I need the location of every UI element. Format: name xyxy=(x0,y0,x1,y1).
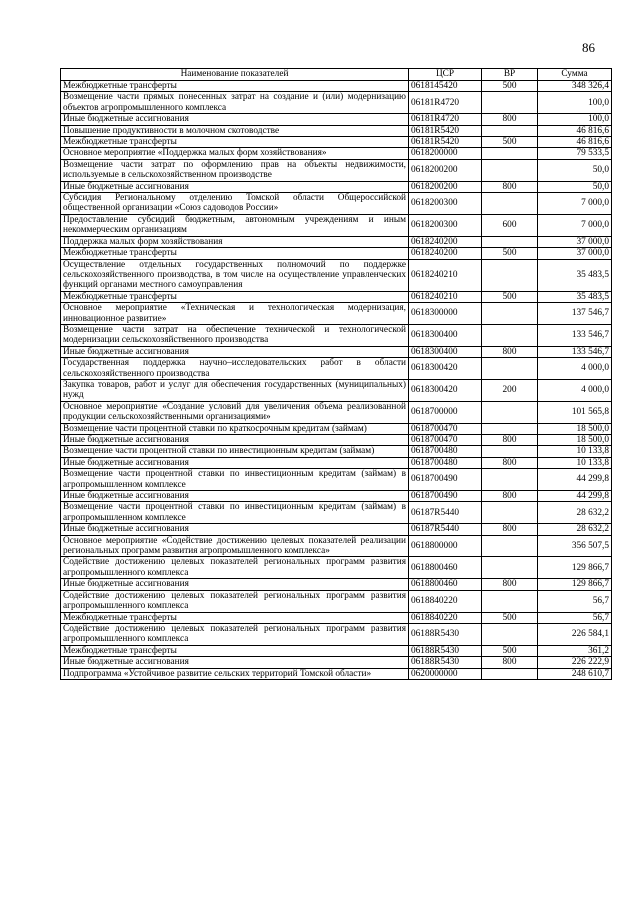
table-row xyxy=(61,291,612,302)
cell-sum: 18 500,0 xyxy=(538,435,612,446)
cell-csr: 0618300000 xyxy=(409,303,482,325)
cell-vr xyxy=(482,324,538,346)
cell-name: Иные бюджетные ассигнования xyxy=(61,435,409,446)
table-row xyxy=(61,236,612,247)
cell-sum: 44 299,8 xyxy=(538,469,612,491)
cell-csr: 0618300420 xyxy=(409,358,482,380)
cell-sum: 7 000,0 xyxy=(538,193,612,215)
cell-csr: 0618840220 xyxy=(409,590,482,612)
table-row xyxy=(61,193,612,215)
table-row xyxy=(61,491,612,502)
cell-vr: 800 xyxy=(482,435,538,446)
cell-csr: 0618700480 xyxy=(409,446,482,457)
cell-name: Закупка товаров, работ и услуг для обеспечения государственных (муниципальных) нужд xyxy=(61,379,409,401)
cell-name: Межбюджетные трансферты xyxy=(61,645,409,656)
cell-vr: 600 xyxy=(482,214,538,236)
cell-sum: 46 816,6 xyxy=(538,125,612,136)
cell-sum: 35 483,5 xyxy=(538,259,612,291)
cell-vr: 800 xyxy=(482,657,538,668)
cell-sum: 7 000,0 xyxy=(538,214,612,236)
cell-sum: 129 866,7 xyxy=(538,579,612,590)
cell-name: Содействие достижению целевых показателей региональных программ развития агропромышленного комплекса xyxy=(61,590,409,612)
table-row xyxy=(61,346,612,357)
table-row xyxy=(61,645,612,656)
cell-vr xyxy=(482,193,538,215)
table-row xyxy=(61,214,612,236)
cell-vr: 800 xyxy=(482,114,538,125)
cell-vr: 800 xyxy=(482,579,538,590)
cell-csr: 0618300400 xyxy=(409,346,482,357)
cell-vr: 500 xyxy=(482,248,538,259)
cell-csr: 06181R5420 xyxy=(409,125,482,136)
table-row xyxy=(61,623,612,645)
table-row xyxy=(61,457,612,468)
cell-name: Основное мероприятие «Содействие достижению целевых показателей реализации региональных программ развития агропромышленного комплекса» xyxy=(61,535,409,557)
cell-csr: 06188R5430 xyxy=(409,645,482,656)
cell-csr: 06187R5440 xyxy=(409,502,482,524)
cell-vr xyxy=(482,590,538,612)
cell-name: Возмещение части процентной ставки по инвестиционным кредитам (займам) в агропромышленном комплексе xyxy=(61,469,409,491)
cell-csr: 0618200200 xyxy=(409,159,482,181)
cell-csr: 06188R5430 xyxy=(409,623,482,645)
cell-sum: 10 133,8 xyxy=(538,446,612,457)
cell-vr xyxy=(482,668,538,679)
cell-name: Возмещение части процентной ставки по инвестиционным кредитам (займам) xyxy=(61,446,409,457)
cell-sum: 28 632,2 xyxy=(538,502,612,524)
cell-csr: 0618200300 xyxy=(409,214,482,236)
cell-sum: 226 222,9 xyxy=(538,657,612,668)
table-row xyxy=(61,324,612,346)
cell-sum: 46 816,6 xyxy=(538,137,612,148)
cell-sum: 37 000,0 xyxy=(538,236,612,247)
cell-csr: 0618700000 xyxy=(409,401,482,423)
table-row xyxy=(61,125,612,136)
cell-csr: 06181R5420 xyxy=(409,137,482,148)
cell-sum: 133 546,7 xyxy=(538,324,612,346)
cell-csr: 0618700480 xyxy=(409,457,482,468)
cell-vr: 500 xyxy=(482,291,538,302)
cell-name: Осуществление отдельных государственных полномочий по поддержке сельскохозяйственного производства, в том числе на осуществление управленческих функций органами местного самоуправления xyxy=(61,259,409,291)
cell-sum: 356 507,5 xyxy=(538,535,612,557)
cell-vr: 800 xyxy=(482,524,538,535)
cell-name: Межбюджетные трансферты xyxy=(61,291,409,302)
cell-vr xyxy=(482,423,538,434)
table-row xyxy=(61,92,612,114)
cell-csr: 0618145420 xyxy=(409,81,482,92)
cell-name: Повышение продуктивности в молочном скотоводстве xyxy=(61,125,409,136)
cell-vr xyxy=(482,159,538,181)
table-row xyxy=(61,612,612,623)
table-row xyxy=(61,469,612,491)
cell-sum: 4 000,0 xyxy=(538,358,612,380)
cell-vr xyxy=(482,502,538,524)
cell-sum: 348 326,4 xyxy=(538,81,612,92)
cell-sum: 28 632,2 xyxy=(538,524,612,535)
header-vr: ВР xyxy=(482,69,538,81)
cell-sum: 50,0 xyxy=(538,159,612,181)
cell-name: Возмещение части процентной ставки по инвестиционным кредитам (займам) в агропромышленном комплексе xyxy=(61,502,409,524)
cell-sum: 226 584,1 xyxy=(538,623,612,645)
cell-csr: 0618200300 xyxy=(409,193,482,215)
cell-sum: 10 133,8 xyxy=(538,457,612,468)
cell-vr xyxy=(482,358,538,380)
table-row xyxy=(61,114,612,125)
cell-name: Содействие достижению целевых показателей региональных программ развития агропромышленного комплекса xyxy=(61,623,409,645)
header-sum: Сумма xyxy=(538,69,612,81)
cell-name: Иные бюджетные ассигнования xyxy=(61,524,409,535)
table-row xyxy=(61,435,612,446)
cell-vr: 800 xyxy=(482,457,538,468)
cell-sum: 50,0 xyxy=(538,181,612,192)
table-row xyxy=(61,358,612,380)
cell-csr: 0618700490 xyxy=(409,491,482,502)
cell-vr: 500 xyxy=(482,645,538,656)
cell-vr xyxy=(482,401,538,423)
cell-vr xyxy=(482,125,538,136)
cell-name: Иные бюджетные ассигнования xyxy=(61,657,409,668)
cell-csr: 0618700490 xyxy=(409,469,482,491)
cell-csr: 0618700470 xyxy=(409,435,482,446)
cell-csr: 0618800460 xyxy=(409,557,482,579)
table-row xyxy=(61,524,612,535)
cell-sum: 35 483,5 xyxy=(538,291,612,302)
cell-name: Государственная поддержка научно–исследовательских работ в области сельскохозяйственного производства xyxy=(61,358,409,380)
cell-csr: 06181R4720 xyxy=(409,114,482,125)
cell-name: Основное мероприятие «Поддержка малых форм хозяйствования» xyxy=(61,148,409,159)
cell-vr: 500 xyxy=(482,137,538,148)
cell-name: Предоставление субсидий бюджетным, автономным учреждениям и иным некоммерческим организациям xyxy=(61,214,409,236)
cell-name: Иные бюджетные ассигнования xyxy=(61,579,409,590)
cell-sum: 79 533,5 xyxy=(538,148,612,159)
header-name: Наименование показателей xyxy=(61,69,409,81)
cell-name: Основное мероприятие «Создание условий для увеличения объема реализованной продукции сельскохозяйственными организациями» xyxy=(61,401,409,423)
cell-name: Иные бюджетные ассигнования xyxy=(61,346,409,357)
table-row xyxy=(61,657,612,668)
budget-table xyxy=(60,68,612,680)
cell-name: Основное мероприятие «Техническая и технологическая модернизация, инновационное развитие» xyxy=(61,303,409,325)
cell-name: Поддержка малых форм хозяйствования xyxy=(61,236,409,247)
cell-name: Иные бюджетные ассигнования xyxy=(61,491,409,502)
cell-vr xyxy=(482,623,538,645)
table-row xyxy=(61,248,612,259)
cell-csr: 06188R5430 xyxy=(409,657,482,668)
table-row xyxy=(61,423,612,434)
cell-name: Иные бюджетные ассигнования xyxy=(61,114,409,125)
cell-csr: 0618200200 xyxy=(409,181,482,192)
table-row xyxy=(61,303,612,325)
cell-name: Межбюджетные трансферты xyxy=(61,612,409,623)
cell-vr xyxy=(482,469,538,491)
cell-sum: 101 565,8 xyxy=(538,401,612,423)
table-row xyxy=(61,446,612,457)
table-row xyxy=(61,259,612,291)
cell-sum: 100,0 xyxy=(538,92,612,114)
cell-sum: 44 299,8 xyxy=(538,491,612,502)
cell-csr: 0618200000 xyxy=(409,148,482,159)
table-row xyxy=(61,579,612,590)
cell-sum: 100,0 xyxy=(538,114,612,125)
cell-sum: 37 000,0 xyxy=(538,248,612,259)
cell-vr xyxy=(482,303,538,325)
table-row xyxy=(61,401,612,423)
cell-csr: 0618240210 xyxy=(409,291,482,302)
table-row xyxy=(61,557,612,579)
table-row xyxy=(61,159,612,181)
cell-vr xyxy=(482,557,538,579)
table-row xyxy=(61,137,612,148)
cell-sum: 56,7 xyxy=(538,590,612,612)
cell-csr: 0618300420 xyxy=(409,379,482,401)
cell-vr: 800 xyxy=(482,491,538,502)
cell-vr: 800 xyxy=(482,346,538,357)
cell-name: Подпрограмма «Устойчивое развитие сельских территорий Томской области» xyxy=(61,668,409,679)
table-row xyxy=(61,181,612,192)
cell-vr xyxy=(482,148,538,159)
cell-name: Возмещение части затрат на обеспечение технической и технологической модернизации сельскохозяйственного производства xyxy=(61,324,409,346)
cell-csr: 0618800000 xyxy=(409,535,482,557)
cell-sum: 56,7 xyxy=(538,612,612,623)
cell-sum: 133 546,7 xyxy=(538,346,612,357)
cell-name: Возмещение части затрат по оформлению прав на объекты недвижимости, используемые в сельскохозяйственном производстве xyxy=(61,159,409,181)
table-header-row xyxy=(61,69,612,81)
cell-name: Иные бюджетные ассигнования xyxy=(61,181,409,192)
cell-vr xyxy=(482,446,538,457)
table-row xyxy=(61,502,612,524)
page-number: 86 xyxy=(582,40,595,55)
cell-sum: 137 546,7 xyxy=(538,303,612,325)
cell-sum: 248 610,7 xyxy=(538,668,612,679)
cell-vr: 200 xyxy=(482,379,538,401)
cell-csr: 06187R5440 xyxy=(409,524,482,535)
cell-csr: 06181R4720 xyxy=(409,92,482,114)
cell-name: Возмещение части прямых понесенных затрат на создание и (или) модернизацию объектов агропромышленного комплекса xyxy=(61,92,409,114)
cell-csr: 0620000000 xyxy=(409,668,482,679)
cell-sum: 4 000,0 xyxy=(538,379,612,401)
cell-csr: 0618800460 xyxy=(409,579,482,590)
cell-name: Содействие достижению целевых показателей региональных программ развития агропромышленного комплекса xyxy=(61,557,409,579)
cell-name: Субсидия Региональному отделению Томской области Общероссийской общественной организации «Союз садоводов России» xyxy=(61,193,409,215)
table-row xyxy=(61,668,612,679)
cell-sum: 361,2 xyxy=(538,645,612,656)
table-row xyxy=(61,535,612,557)
cell-vr xyxy=(482,236,538,247)
cell-vr xyxy=(482,92,538,114)
cell-sum: 129 866,7 xyxy=(538,557,612,579)
table-body xyxy=(61,81,612,680)
cell-name: Возмещение части процентной ставки по краткосрочным кредитам (займам) xyxy=(61,423,409,434)
table-row xyxy=(61,81,612,92)
cell-name: Иные бюджетные ассигнования xyxy=(61,457,409,468)
cell-csr: 0618240200 xyxy=(409,236,482,247)
cell-vr: 500 xyxy=(482,81,538,92)
cell-name: Межбюджетные трансферты xyxy=(61,137,409,148)
header-csr: ЦСР xyxy=(409,69,482,81)
cell-name: Межбюджетные трансферты xyxy=(61,248,409,259)
cell-vr: 500 xyxy=(482,612,538,623)
cell-csr: 0618240200 xyxy=(409,248,482,259)
cell-vr: 800 xyxy=(482,181,538,192)
cell-vr xyxy=(482,259,538,291)
cell-sum: 18 500,0 xyxy=(538,423,612,434)
cell-vr xyxy=(482,535,538,557)
table-row xyxy=(61,379,612,401)
cell-csr: 0618300400 xyxy=(409,324,482,346)
cell-csr: 0618700470 xyxy=(409,423,482,434)
cell-csr: 0618840220 xyxy=(409,612,482,623)
cell-csr: 0618240210 xyxy=(409,259,482,291)
table-row xyxy=(61,148,612,159)
table-row xyxy=(61,590,612,612)
cell-name: Межбюджетные трансферты xyxy=(61,81,409,92)
